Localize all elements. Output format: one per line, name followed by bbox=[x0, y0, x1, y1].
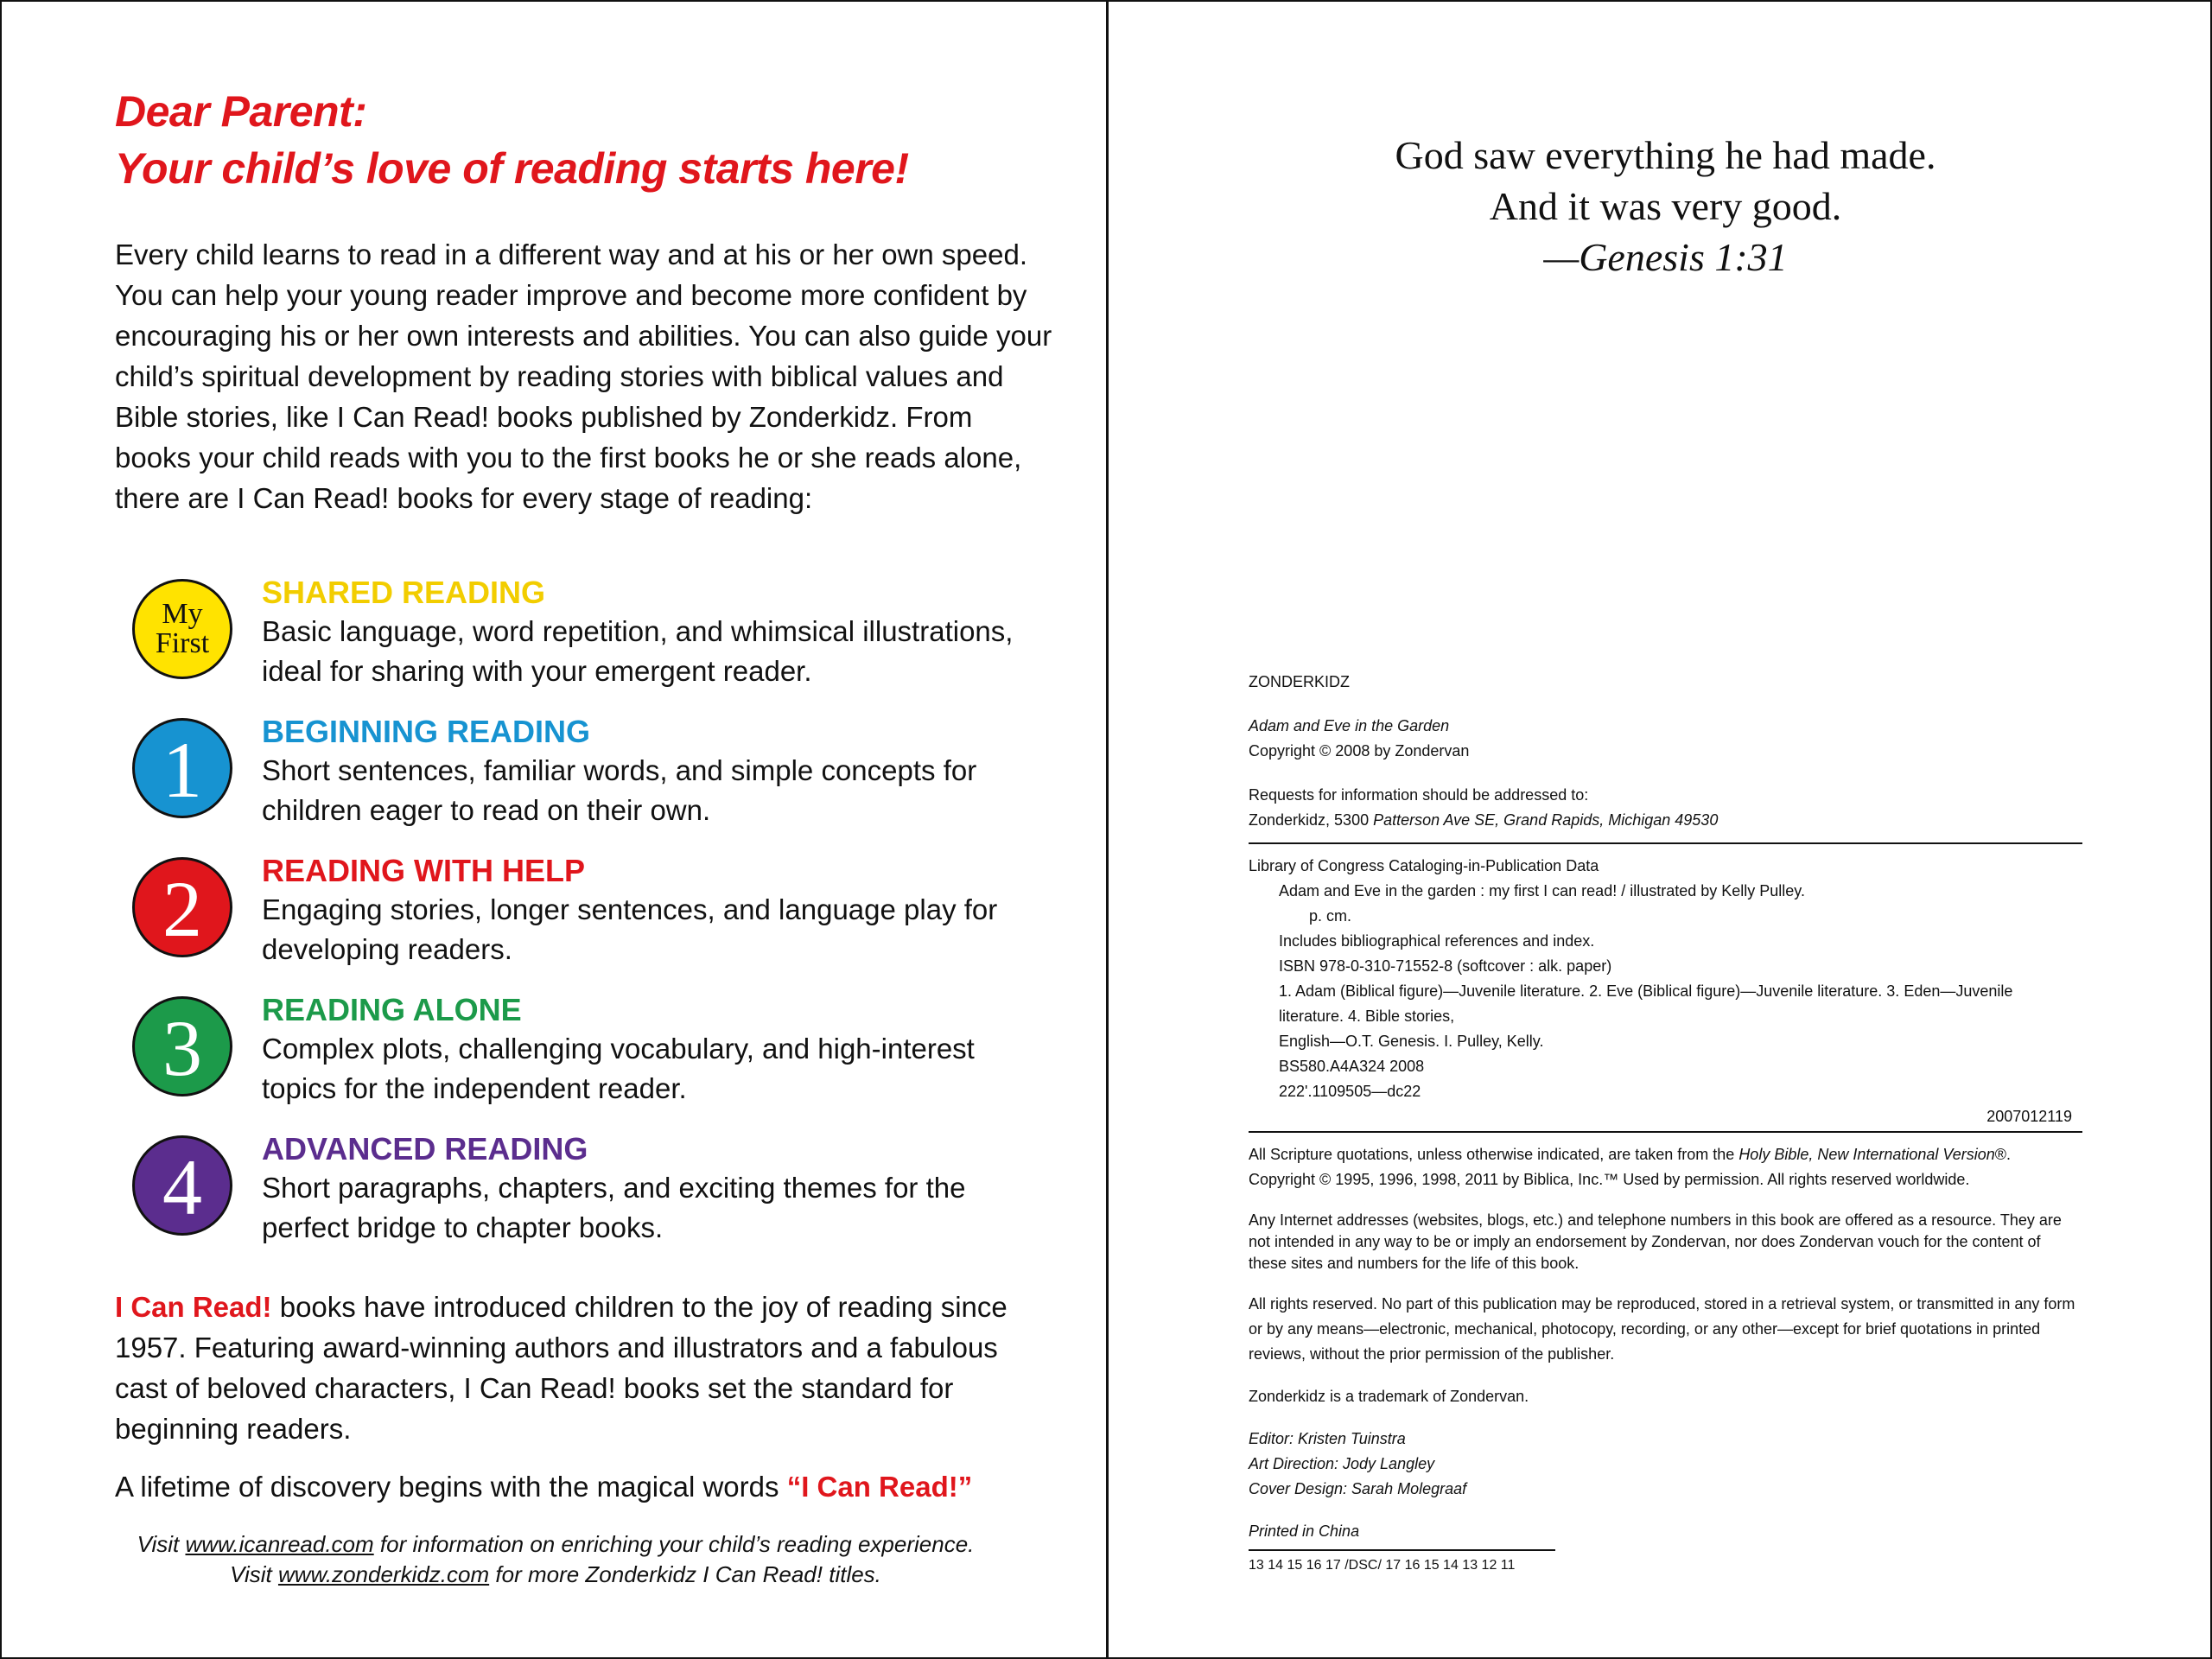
cip-title: Adam and Eve in the garden : my first I can read! / illustrated by Kelly Pulley. bbox=[1279, 882, 1805, 899]
print-rule bbox=[1249, 1549, 1555, 1551]
level-title: ADVANCED READING bbox=[262, 1131, 588, 1166]
level-1-badge-icon: 1 bbox=[132, 718, 232, 818]
verse-line-2: And it was very good. bbox=[1489, 184, 1842, 228]
art-direction-credit: Art Direction: Jody Langley bbox=[1249, 1455, 1435, 1472]
scripture-copyright: Copyright © 1995, 1996, 1998, 2011 by Biblica, Inc.™ Used by permission. All rights reserved worldwide. bbox=[1249, 1171, 1970, 1188]
outro-text: books have introduced children to the joy of reading since 1957. Featuring award-winning authors and illustrators and a fabulous cast of beloved characters, I Can Read! books set the standard for beginning readers. bbox=[115, 1291, 1007, 1445]
verse-line-1: God saw everything he had made. bbox=[1395, 133, 1936, 177]
address-rest: Patterson Ave SE, Grand Rapids, Michigan 49530 bbox=[1373, 811, 1719, 829]
level-text bbox=[262, 574, 1039, 691]
level-description: Short paragraphs, chapters, and exciting themes for the perfect bridge to chapter books. bbox=[262, 1172, 966, 1243]
visit-text: Visit bbox=[137, 1531, 186, 1557]
visit-text: for more Zonderkidz I Can Read! titles. bbox=[489, 1561, 881, 1587]
divider-rule bbox=[1249, 1131, 2082, 1133]
print-line: 13 14 15 16 17 /DSC/ 17 16 15 14 13 12 11 bbox=[1249, 1558, 1516, 1573]
spacer bbox=[1249, 1192, 2082, 1210]
level-shared-reading bbox=[115, 575, 1052, 718]
lifetime-paragraph bbox=[115, 1466, 1052, 1507]
trademark-notice: Zonderkidz is a trademark of Zondervan. bbox=[1249, 1388, 1529, 1405]
copyright-page bbox=[1249, 670, 2082, 1578]
my-first-badge-icon bbox=[132, 579, 232, 679]
spacer bbox=[1249, 764, 2082, 783]
badge-line-1: My bbox=[162, 598, 203, 630]
cip-subjects: literature. 4. Bible stories, bbox=[1279, 1007, 1455, 1025]
cip-classification: BS580.A4A324 2008 bbox=[1279, 1058, 1425, 1075]
brand-name: I Can Read! bbox=[115, 1291, 272, 1323]
page-divider bbox=[1106, 0, 1109, 1659]
badge-line-2: First bbox=[155, 627, 210, 659]
level-title: READING ALONE bbox=[262, 992, 522, 1027]
visit-line-2 bbox=[115, 1560, 996, 1590]
lifetime-text: A lifetime of discovery begins with the magical words bbox=[115, 1471, 787, 1503]
level-4-badge-icon: 4 bbox=[132, 1135, 232, 1236]
level-description: Engaging stories, longer sentences, and language play for developing readers. bbox=[262, 893, 998, 965]
cip-dewey: 222'.1109505—dc22 bbox=[1279, 1083, 1421, 1100]
zonderkidz-link[interactable]: www.zonderkidz.com bbox=[277, 1561, 490, 1587]
level-text bbox=[262, 1130, 1039, 1248]
printed-in: Printed in China bbox=[1249, 1522, 1360, 1540]
divider-rule bbox=[1249, 842, 2082, 844]
heading-line-1: Dear Parent: bbox=[115, 87, 367, 136]
requests-line: Requests for information should be addressed to: bbox=[1249, 786, 1589, 804]
cip-subjects: 1. Adam (Biblical figure)—Juvenile literature. 2. Eve (Biblical figure)—Juvenile literature. 3. Eden—Juvenile bbox=[1279, 982, 2013, 1000]
lifetime-quote: “I Can Read!” bbox=[786, 1471, 973, 1503]
scripture-text: All Scripture quotations, unless otherwise indicated, are taken from the bbox=[1249, 1146, 1739, 1163]
level-description: Short sentences, familiar words, and simple concepts for children eager to read on their own. bbox=[262, 754, 977, 826]
rights-notice: All rights reserved. No part of this publication may be reproduced, stored in a retrieval system, or transmitted in any form or by any means—electronic, mechanical, photocopy, recording, or any other—except for brief quotations in printed reviews, without the prior permission of the publisher. bbox=[1249, 1295, 2075, 1363]
cip-isbn: ISBN 978-0-310-71552-8 (softcover : alk. paper) bbox=[1279, 957, 1612, 975]
level-beginning-reading bbox=[115, 714, 1052, 857]
spacer bbox=[1249, 1502, 2082, 1519]
cip-heading: Library of Congress Cataloging-in-Publication Data bbox=[1249, 857, 1599, 874]
level-reading-with-help bbox=[115, 853, 1052, 996]
level-description: Complex plots, challenging vocabulary, and high-interest topics for the independent reader. bbox=[262, 1033, 975, 1104]
cip-includes: Includes bibliographical references and index. bbox=[1279, 932, 1595, 950]
intro-paragraph: Every child learns to read in a different way and at his or her own speed. You can help your young reader improve and become more confident by encouraging his or her own interests and abilities. You can also guide your child’s spiritual development by reading stories with biblical values and Bible stories, like I Can Read! books published by Zonderkidz. From books your child reads with you to the first books he or she reads alone, there are I Can Read! books for every stage of reading: bbox=[115, 238, 1052, 514]
scripture-version: Holy Bible, New International Version bbox=[1738, 1146, 1995, 1163]
editor-credit: Editor: Kristen Tuinstra bbox=[1249, 1430, 1406, 1447]
level-title: BEGINNING READING bbox=[262, 714, 591, 749]
level-title: SHARED READING bbox=[262, 575, 546, 610]
spacer bbox=[1249, 1367, 2082, 1384]
visit-line-1 bbox=[115, 1529, 996, 1560]
level-text bbox=[262, 713, 1039, 830]
dear-parent-heading bbox=[115, 83, 1052, 197]
reading-levels bbox=[115, 575, 1052, 1274]
address-line bbox=[1249, 808, 2082, 833]
level-3-badge-icon: 3 bbox=[132, 996, 232, 1096]
cip-subjects: English—O.T. Genesis. I. Pulley, Kelly. bbox=[1279, 1033, 1544, 1050]
heading-line-2: Your child’s love of reading starts here! bbox=[115, 144, 909, 193]
address-start: Zonderkidz, 5300 bbox=[1249, 811, 1374, 829]
publisher-name: ZONDERKIDZ bbox=[1249, 673, 1350, 690]
spacer bbox=[1249, 695, 2082, 714]
visit-text: for information on enriching your child’s reading experience. bbox=[373, 1531, 975, 1557]
cip-pcm: p. cm. bbox=[1309, 907, 1352, 925]
internet-notice: Any Internet addresses (websites, blogs, etc.) and telephone numbers in this book are offered as a resource. They are not intended in any way to be or imply an endorsement by Zondervan, nor does Zondervan vouch for the content of these sites and numbers for the life of this book. bbox=[1249, 1211, 2062, 1272]
outro-paragraph bbox=[115, 1287, 1052, 1449]
spacer bbox=[1249, 1409, 2082, 1427]
level-reading-alone bbox=[115, 992, 1052, 1135]
visit-notes bbox=[115, 1529, 996, 1590]
level-title: READING WITH HELP bbox=[262, 853, 585, 888]
visit-text: Visit bbox=[230, 1561, 278, 1587]
verse-reference: —Genesis 1:31 bbox=[1543, 235, 1788, 279]
copyright-line: Copyright © 2008 by Zondervan bbox=[1249, 742, 1470, 760]
level-advanced-reading bbox=[115, 1131, 1052, 1274]
level-description: Basic language, word repetition, and whimsical illustrations, ideal for sharing with your emergent reader. bbox=[262, 615, 1014, 687]
spacer bbox=[1249, 1274, 2082, 1292]
scripture-line bbox=[1249, 1142, 2082, 1167]
cover-design-credit: Cover Design: Sarah Molegraaf bbox=[1249, 1480, 1467, 1497]
cip-number: 2007012119 bbox=[1986, 1108, 2072, 1125]
level-text bbox=[262, 991, 1039, 1109]
bible-verse bbox=[1249, 130, 2082, 283]
icanread-link[interactable]: www.icanread.com bbox=[185, 1531, 374, 1557]
book-title: Adam and Eve in the Garden bbox=[1249, 717, 1450, 734]
left-page bbox=[115, 83, 1052, 1590]
level-text bbox=[262, 852, 1039, 969]
scripture-mark: ®. bbox=[1994, 1146, 2012, 1163]
level-2-badge-icon: 2 bbox=[132, 857, 232, 957]
